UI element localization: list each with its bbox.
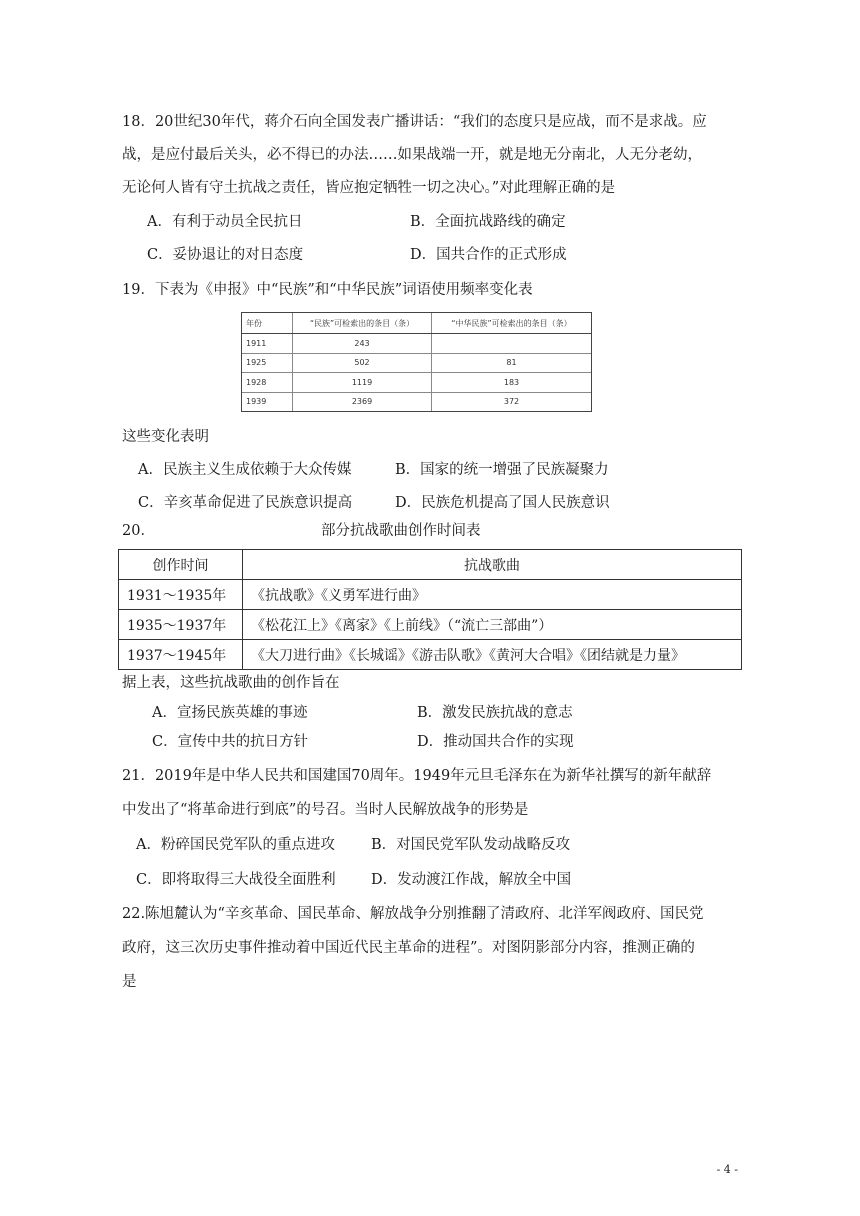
q20-number: 20．	[122, 523, 155, 539]
q19-option-a: A．民族主义生成依赖于大众传媒	[138, 462, 352, 478]
q20-option-b: B．激发民族抗战的意志	[417, 705, 573, 721]
q22-stem-line-1: 22.陈旭麓认为“辛亥革命、国民革命、解放战争分别推翻了清政府、北洋军阀政府、国民党	[122, 906, 704, 922]
q22-stem-line-3: 是	[122, 974, 137, 990]
q21-option-b: B．对国民党军队发动战略反攻	[371, 837, 571, 853]
q19-conclusion-prompt: 这些变化表明	[122, 429, 209, 445]
q21-option-d: D．发动渡江作战，解放全中国	[371, 872, 572, 888]
table-cell: 502	[293, 353, 432, 373]
table-cell: 1119	[293, 373, 432, 393]
q21-stem-line-2: 中发出了“将革命进行到底”的号召。当时人民解放战争的形势是	[122, 802, 529, 818]
q20-table-title: 部分抗战歌曲创作时间表	[321, 523, 481, 539]
table-header-row	[242, 313, 591, 334]
table-cell: 372	[503, 397, 520, 407]
q20-songs-table	[118, 549, 742, 670]
q19-option-c: C．辛亥革命促进了民族意识提高	[138, 495, 353, 511]
table-cell: 183	[432, 373, 592, 393]
table-row	[242, 353, 591, 373]
table-row	[242, 373, 591, 393]
q18-option-c: C．妥协退让的对日态度	[147, 247, 304, 263]
q22-stem-line-2: 政府，这三次历史事件推动着中国近代民主革命的进程”。对图阴影部分内容，推测正确的	[122, 940, 695, 956]
table-header-cell: 年份	[242, 313, 293, 334]
table-row	[242, 334, 591, 354]
q20-conclusion-prompt: 据上表，这些抗战歌曲的创作旨在	[122, 675, 340, 691]
table-header-cell: 创作时间	[119, 550, 243, 580]
table-row	[119, 610, 742, 640]
table-cell: 2369	[293, 392, 432, 411]
table-header-cell: “民族”可检索出的条目（条）	[293, 313, 432, 334]
table-cell: 81	[432, 353, 592, 373]
q18-stem-line-2: 战，是应付最后关头，必不得已的办法……如果战端一开，就是地无分南北，人无分老幼，	[122, 147, 702, 163]
q19-stem: 19．下表为《申报》中“民族”和“中华民族”词语使用频率变化表	[122, 282, 533, 298]
table-row	[119, 640, 742, 670]
table-cell: 1931～1935年	[119, 580, 243, 610]
q19-frequency-table	[241, 312, 592, 412]
page-number: - 4 -	[716, 1163, 738, 1176]
q18-option-a: A．有利于动员全民抗日	[147, 214, 303, 230]
q21-option-a: A．粉碎国民党军队的重点进攻	[136, 837, 335, 853]
table-header-cell: 抗战歌曲	[243, 550, 742, 580]
q20-option-a: A．宣扬民族英雄的事迹	[152, 705, 308, 721]
q18-stem-line-3: 无论何人皆有守土抗战之责任，皆应抱定牺牲一切之决心。”对此理解正确的是	[122, 180, 616, 196]
table-cell: 1939	[242, 392, 293, 411]
table-row	[242, 392, 591, 411]
table-cell	[432, 334, 592, 354]
q21-stem-line-1: 21．2019年是中华人民共和国建国70周年。1949年元旦毛泽东在为新华社撰写的新年献辞	[122, 768, 712, 784]
q20-option-c: C．宣传中共的抗日方针	[152, 734, 309, 750]
q19-option-d: D．民族危机提高了国人民族意识	[395, 495, 610, 511]
q18-option-b: B．全面抗战路线的确定	[410, 214, 566, 230]
table-row	[119, 580, 742, 610]
q21-option-c: C．即将取得三大战役全面胜利	[136, 872, 336, 888]
table-cell: 1911	[242, 334, 293, 354]
q18-stem-line-1: 18．20世纪30年代，蒋介石向全国发表广播讲话：“我们的态度只是应战，而不是求战。应	[122, 114, 707, 130]
table-cell: 《松花江上》《离家》《上前线》（“流亡三部曲”）	[243, 610, 742, 640]
table-header-cell: “中华民族”可检索出的条目（条）	[432, 313, 592, 334]
table-cell: 1935～1937年	[119, 610, 243, 640]
q20-option-d: D．推动国共合作的实现	[417, 734, 574, 750]
table-cell: 1925	[242, 353, 293, 373]
table-cell: 243	[293, 334, 432, 354]
table-cell: 1928	[242, 373, 293, 393]
table-header-row	[119, 550, 742, 580]
table-cell: 《抗战歌》《义勇军进行曲》	[243, 580, 742, 610]
table-cell: 1937～1945年	[119, 640, 243, 670]
q18-option-d: D．国共合作的正式形成	[410, 247, 567, 263]
q19-option-b: B．国家的统一增强了民族凝聚力	[395, 462, 609, 478]
table-cell: 《大刀进行曲》《长城谣》《游击队歌》《黄河大合唱》《团结就是力量》	[243, 640, 742, 670]
